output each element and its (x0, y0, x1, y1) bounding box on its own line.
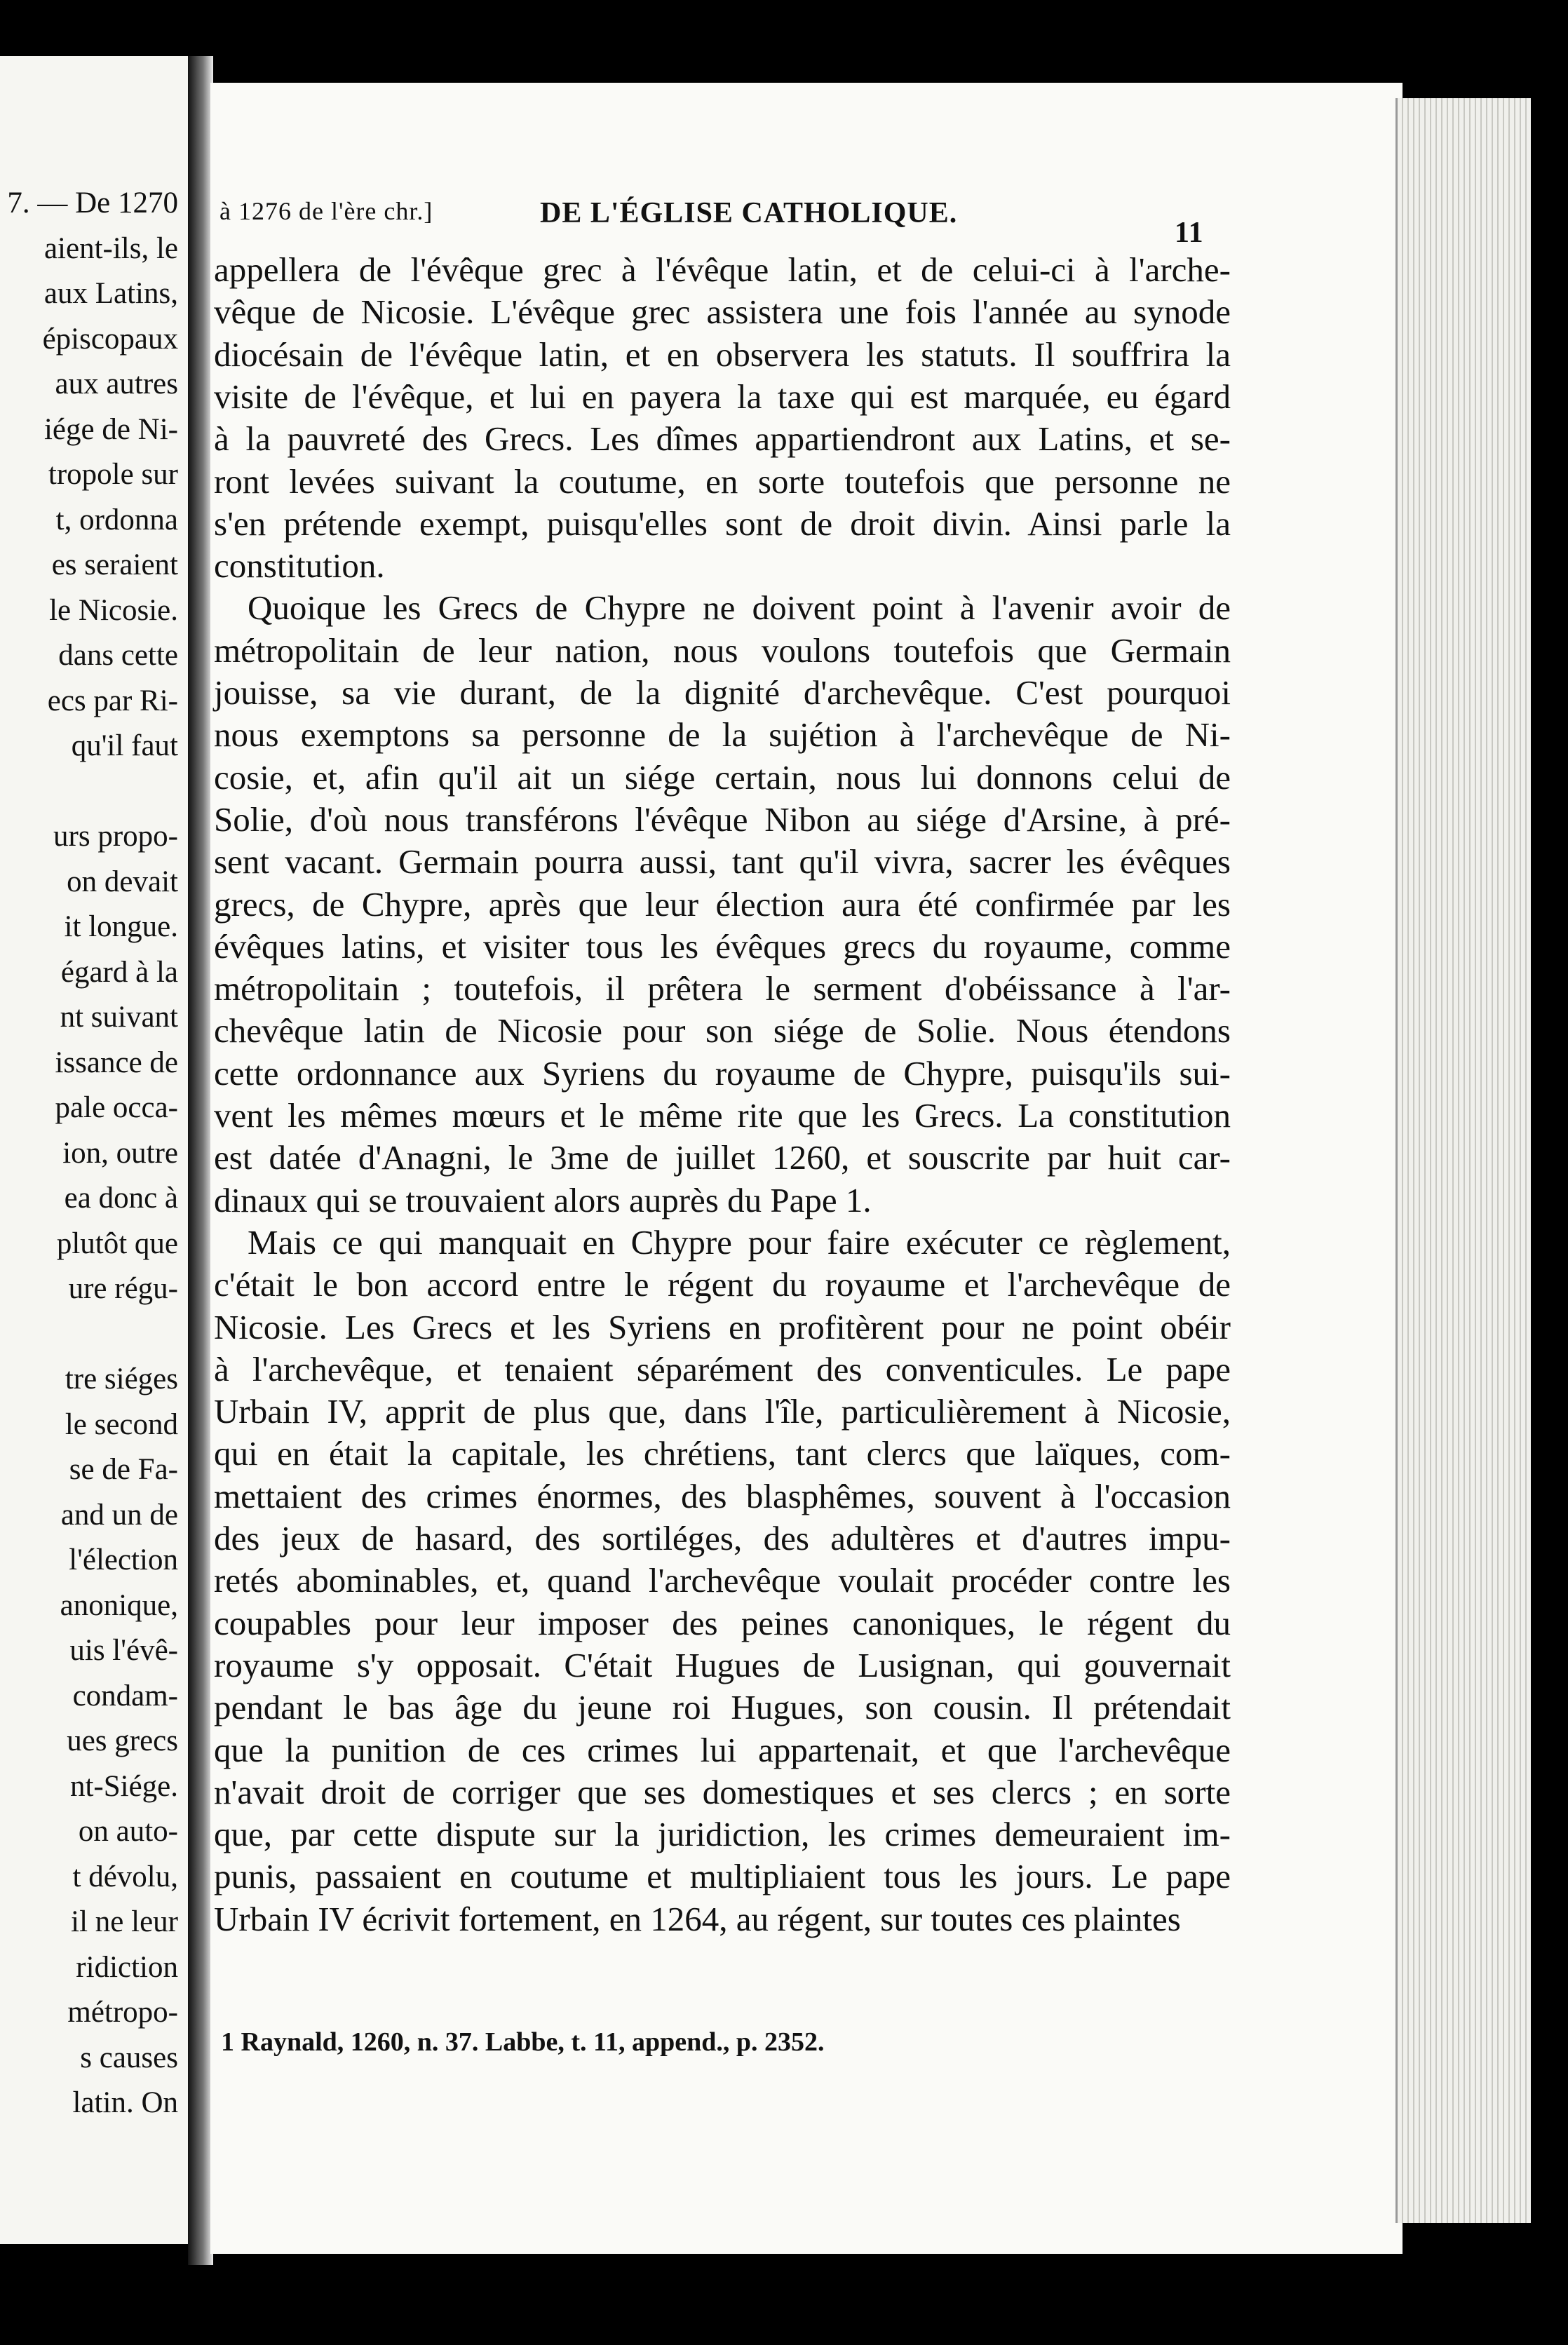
body-line: punis, passaient en coutume et multipliaient tous les jours. Le pape (214, 1857, 1231, 1896)
body-line: vêque de Nicosie. L'évêque grec assistera une fois l'année au synode (214, 292, 1231, 332)
left-page-line: l'élection (69, 1543, 178, 1576)
body-line: cette ordonnance aux Syriens du royaume de Chypre, puisqu'ils sui- (214, 1053, 1231, 1093)
left-page-line: condam- (72, 1679, 178, 1712)
body-line: évêques latins, et visiter tous les évêques grecs du royaume, comme (214, 926, 1231, 966)
body-line: visite de l'évêque, et lui en payera la taxe qui est marquée, eu égard (214, 377, 1231, 416)
left-page-line: on auto- (78, 1815, 178, 1848)
left-page-line: tre siéges (65, 1363, 178, 1395)
left-page-line: aient-ils, le (43, 231, 178, 265)
left-page-line: dans cette (58, 639, 178, 672)
left-page-line: le second (65, 1407, 178, 1441)
body-line: métropolitain ; toutefois, il prêtera le serment d'obéissance à l'ar- (214, 969, 1231, 1008)
body-line: dinaux qui se trouvaient alors auprès du Pape 1. (214, 1180, 872, 1219)
body-line: est datée d'Anagni, le 3me de juillet 1260, et souscrite par huit car- (214, 1138, 1231, 1177)
left-page-line: es seraient (51, 548, 178, 581)
left-page-line: le Nicosie. (49, 593, 178, 627)
left-page-line: iége de Ni- (43, 412, 178, 446)
body-line: grecs, de Chypre, après que leur élection aura été confirmée par les (214, 884, 1231, 924)
body-line: cosie, et, afin qu'il ait un siége certain, nous lui donnons celui de (214, 757, 1231, 797)
body-line: diocésain de l'évêque latin, et en observera les statuts. Il souffrira la (214, 334, 1231, 374)
body-line: nous exemptons sa personne de la sujétion à l'archevêque de Ni- (214, 715, 1231, 755)
body-line: vent les mêmes mœurs et le même rite que les Grecs. La constitution (214, 1096, 1231, 1135)
body-line: chevêque latin de Nicosie pour son siége de Solie. Nous étendons (214, 1011, 1231, 1050)
body-line: retés abominables, et, quand l'archevêque voulait procéder contre les (214, 1561, 1231, 1600)
left-page-line: issance de (55, 1046, 178, 1079)
page-number: 11 (1175, 217, 1204, 249)
body-line: ront levées suivant la coutume, en sorte toutefois que personne ne (214, 461, 1231, 501)
left-page-line: épiscopaux (42, 322, 178, 356)
body-line: Urbain IV écrivit fortement, en 1264, au régent, sur toutes ces plaintes (214, 1899, 1181, 1938)
body-line: appellera de l'évêque grec à l'évêque latin, et de celui-ci à l'arche- (214, 250, 1231, 289)
body-line: mettaient des crimes énormes, des blasphêmes, souvent à l'occasion (214, 1476, 1231, 1515)
running-head-left: à 1276 de l'ère chr.] (219, 197, 433, 225)
left-page-line: nt-Siége. (69, 1769, 178, 1803)
left-page-line: il ne leur (71, 1905, 178, 1938)
left-page-line: 7. — De 1270 (7, 187, 178, 219)
left-page-line: ues grecs (67, 1724, 178, 1757)
body-line: des jeux de hasard, des sortiléges, des adultères et d'autres impu- (214, 1519, 1231, 1557)
left-page-line: qu'il faut (71, 729, 178, 762)
body-line: c'était le bon accord entre le régent du royaume et l'archevêque de (214, 1265, 1231, 1304)
footnote: 1 Raynald, 1260, n. 37. Labbe, t. 11, append., p. 2352. (221, 2027, 825, 2057)
body-line: Mais ce qui manquait en Chypre pour faire exécuter ce règlement, (248, 1222, 1231, 1262)
left-page-line: plutôt que (56, 1226, 178, 1260)
left-page-line: se de Fa- (69, 1453, 178, 1486)
left-page-line: tropole sur (48, 458, 178, 491)
body-line: pendant le bas âge du jeune roi Hugues, son cousin. Il prétendait (214, 1688, 1231, 1727)
body-line: sent vacant. Germain pourra aussi, tant qu'il vivra, sacrer les évêques (214, 842, 1231, 881)
body-line: à l'archevêque, et tenaient séparément des conventicules. Le pape (214, 1349, 1231, 1388)
left-page-line: anonique, (60, 1588, 178, 1622)
left-page-line: ridiction (76, 1950, 178, 1984)
left-page-line: nt suivant (60, 1001, 178, 1034)
body-line: royaume s'y opposait. C'était Hugues de Lusignan, qui gouvernait (214, 1645, 1231, 1684)
body-line: coupables pour leur imposer des peines canoniques, le régent du (214, 1603, 1231, 1642)
left-page-line: and un de (60, 1498, 178, 1532)
left-page-line: on devait (67, 865, 178, 898)
body-line: constitution. (214, 546, 385, 586)
left-page-line: urs propo- (53, 820, 178, 853)
body-line: que, par cette dispute sur la juridiction, les crimes demeuraient im- (214, 1815, 1231, 1854)
body-line: qui en était la capitale, les chrétiens, tant clercs que laïques, com- (214, 1434, 1231, 1473)
page-edges (1395, 98, 1531, 2223)
left-page-line: métropo- (67, 1996, 178, 2029)
left-page-line: s causes (80, 2041, 178, 2074)
body-line: Solie, d'où nous transférons l'évêque Nibon au siége d'Arsine, à pré- (214, 799, 1231, 839)
left-page-line: uis l'évê- (69, 1634, 178, 1667)
left-page-line: latin. On (72, 2086, 178, 2119)
left-page-line: pale occa- (55, 1091, 178, 1124)
body-line: Quoique les Grecs de Chypre ne doivent point à l'avenir avoir de (248, 588, 1231, 628)
left-page-line: t, ordonna (55, 503, 178, 536)
left-page-line: it longue. (64, 910, 178, 943)
left-page-line: aux autres (55, 367, 178, 400)
body-line: à la pauvreté des Grecs. Les dîmes appartiendront aux Latins, et se- (214, 419, 1231, 459)
body-line: que la punition de ces crimes lui appartenait, et que l'archevêque (214, 1730, 1231, 1769)
left-page-line: aux Latins, (43, 277, 178, 310)
left-page-line: t dévolu, (72, 1860, 178, 1893)
left-page-line: ion, outre (62, 1136, 178, 1170)
left-page (0, 56, 192, 2244)
left-page-line: ea donc à (64, 1182, 178, 1215)
running-head-title: DE L'ÉGLISE CATHOLIQUE. (540, 197, 958, 229)
body-line: jouisse, sa vie durant, de la dignité d'archevêque. C'est pourquoi (214, 673, 1231, 712)
left-page-line: ecs par Ri- (47, 684, 178, 717)
body-line: Nicosie. Les Grecs et les Syriens en profitèrent pour ne point obéir (214, 1307, 1231, 1346)
body-line: métropolitain de leur nation, nous voulons toutefois que Germain (214, 630, 1231, 670)
body-line: Urbain IV, apprit de plus que, dans l'île, particulièrement à Nicosie, (214, 1392, 1231, 1431)
body-line: s'en prétende exempt, puisqu'elles sont de droit divin. Ainsi parle la (214, 504, 1231, 543)
body-line: n'avait droit de corriger que ses domestiques et ses clercs ; en sorte (214, 1772, 1231, 1811)
left-page-line: ure régu- (68, 1272, 178, 1305)
left-page-line: égard à la (60, 955, 178, 989)
book-gutter (188, 56, 213, 2265)
